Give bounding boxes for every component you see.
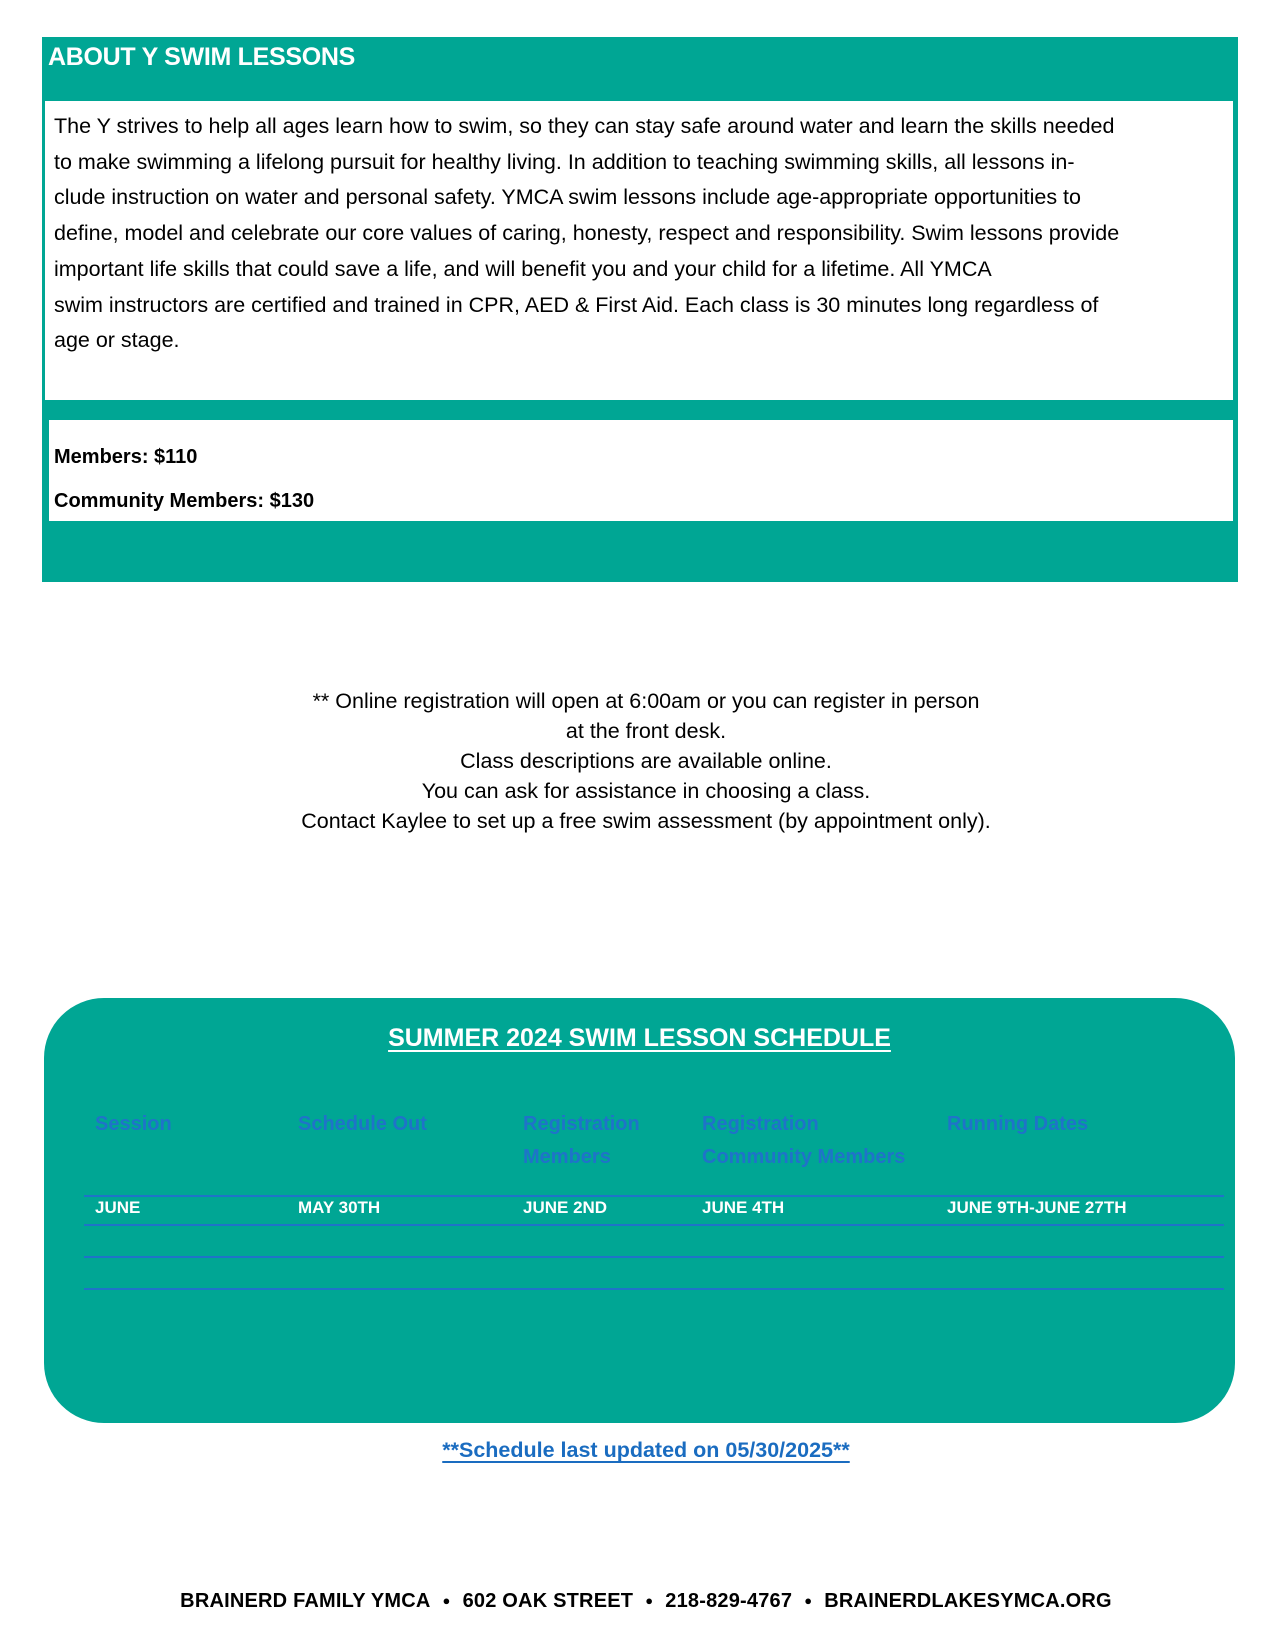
header-session: Session	[95, 1113, 172, 1135]
schedule-section	[44, 998, 1235, 1423]
rate-community: Community Members: $130	[54, 490, 315, 512]
footer-address: 602 OAK STREET	[462, 1590, 634, 1612]
note-line: Contact Kaylee to set up a free swim assessment (by appointment only).	[301, 809, 991, 833]
about-section	[42, 37, 1238, 582]
footer-org: BRAINERD FAMILY YMCA	[180, 1590, 431, 1612]
about-title: ABOUT Y SWIM LESSONS	[48, 43, 356, 71]
rates-title: Lesson RATES	[51, 370, 225, 398]
footer-phone: 218-829-4767	[665, 1590, 793, 1612]
footer	[0, 1590, 1275, 1613]
note-line: You can ask for assistance in choosing a class.	[421, 779, 871, 803]
bullet-icon: ●	[442, 1593, 451, 1608]
about-text-panel	[45, 101, 1233, 400]
bullet-icon: ●	[804, 1593, 813, 1608]
note-line: at the front desk.	[565, 719, 727, 743]
table-rule	[84, 1224, 1224, 1226]
rates-panel	[49, 420, 1233, 521]
cell-session: JUNE	[95, 1198, 141, 1217]
note-line: Class descriptions are available online.	[460, 749, 832, 773]
table-rule	[84, 1288, 1224, 1290]
cell-schedule-out: MAY 30TH	[298, 1198, 381, 1217]
cell-reg-members: JUNE 2ND	[523, 1198, 608, 1217]
schedule-title: SUMMER 2024 SWIM LESSON SCHEDULE	[388, 1024, 891, 1052]
cell-running-dates: JUNE 9TH-JUNE 27TH	[947, 1198, 1127, 1217]
schedule-updated-text[interactable]: **Schedule last updated on 05/30/2025**	[442, 1438, 850, 1462]
header-reg-members: Registration Members	[523, 1113, 640, 1168]
bullet-icon: ●	[645, 1593, 654, 1608]
footer-website: BRAINERDLAKESYMCA.ORG	[824, 1590, 1112, 1612]
header-reg-community: Registration Community Members	[702, 1113, 906, 1168]
rate-members: Members: $110	[54, 446, 198, 468]
note-line: ** Online registration will open at 6:00am or you can register in person	[312, 689, 980, 713]
schedule-updated-link[interactable]	[0, 1438, 1275, 1463]
table-rule	[84, 1195, 1224, 1197]
about-text: The Y strives to help all ages learn how to swim, so they can stay safe around water and learn the skills needed to make swimming a lifelong pursuit for healthy living. In addition to teaching swimming skills, all lessons in- clude instruction on water and personal safety. YMCA swim lessons include age-appropriate opportunities to define, model and celebrate our core values of caring, honesty, respect and responsibility. Swim lessons provide important life skills that could save a life, and will benefit you and your child for a lifetime. All YMCA swim instructors are certified and trained in CPR, AED & First Aid. Each class is 30 minutes long regardless of age or stage.	[54, 114, 1120, 353]
header-schedule-out: Schedule Out	[298, 1113, 427, 1135]
registration-notes	[0, 686, 1275, 836]
table-rule	[84, 1256, 1224, 1258]
cell-reg-community: JUNE 4TH	[702, 1198, 785, 1217]
header-running-dates: Running Dates	[947, 1113, 1089, 1135]
